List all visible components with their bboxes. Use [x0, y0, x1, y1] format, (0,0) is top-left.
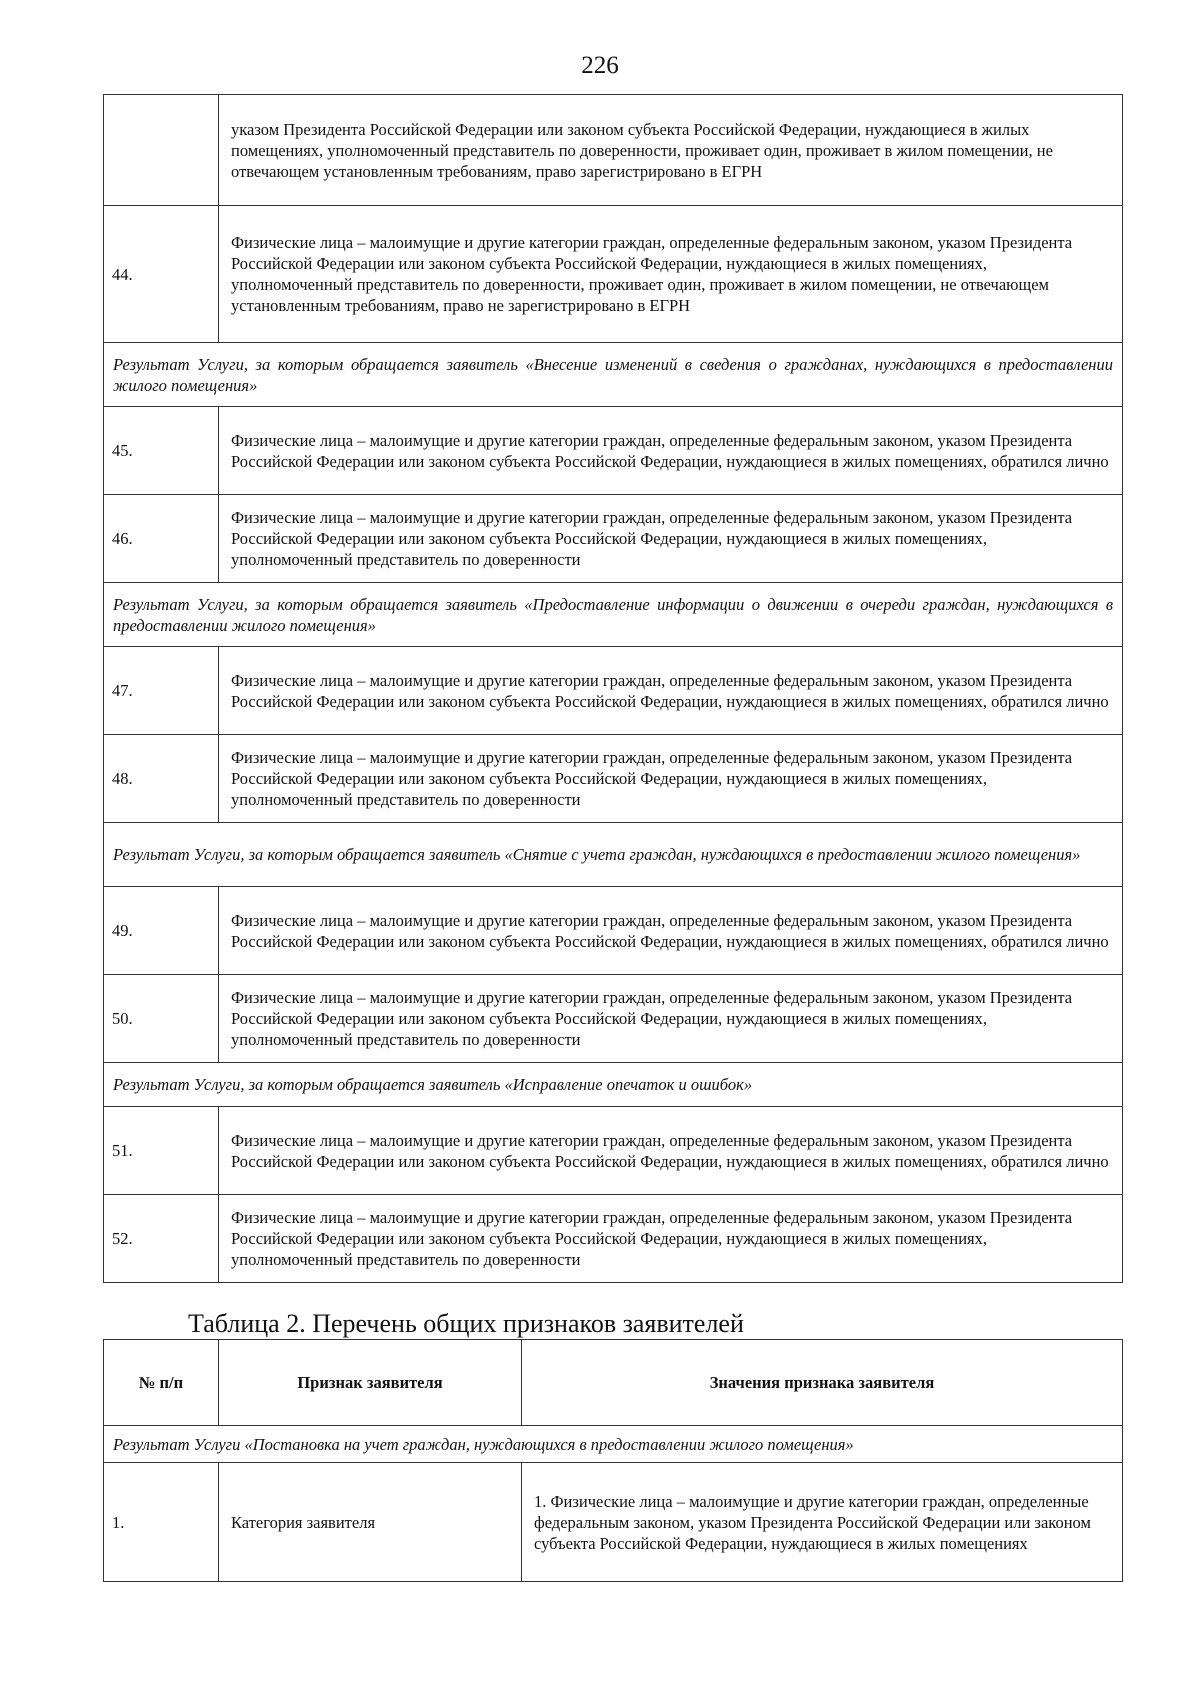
section-row — [104, 823, 1123, 887]
table-row — [104, 407, 1123, 495]
row-description: указом Президента Российской Федерации или законом субъекта Российской Федерации, нуждающиеся в жилых помещениях, уполномоченный представитель по доверенности, проживает один, проживает в жилом помещении, не отвечающем установленным требованиям, право зарегистрировано в ЕГРН — [219, 95, 1123, 206]
table-row — [104, 206, 1123, 343]
table-row — [104, 647, 1123, 735]
row-description: Физические лица – малоимущие и другие категории граждан, определенные федеральным законом, указом Президента Российской Федерации или законом субъекта Российской Федерации, нуждающиеся в жилых помещениях, обратился лично — [219, 1107, 1123, 1195]
row-number: 51. — [104, 1107, 219, 1195]
row-number: 48. — [104, 735, 219, 823]
section-row — [104, 583, 1123, 647]
row-number: 45. — [104, 407, 219, 495]
section-heading: Результат Услуги, за которым обращается заявитель «Предоставление информации о движении в очереди граждан, нуждающихся в предоставлении жилого помещения» — [104, 583, 1123, 647]
table-row — [104, 1195, 1123, 1283]
applicant-variants-table — [103, 94, 1123, 1283]
column-header-values: Значения признака заявителя — [522, 1340, 1123, 1426]
row-description: Физические лица – малоимущие и другие категории граждан, определенные федеральным законом, указом Президента Российской Федерации или законом субъекта Российской Федерации, нуждающиеся в жилых помещениях, уполномоченный представитель по доверенности, проживает один, проживает в жилом помещении, не отвечающем установленным требованиям, право не зарегистрировано в ЕГРН — [219, 206, 1123, 343]
table-row — [104, 95, 1123, 206]
table-row — [104, 1463, 1123, 1582]
common-attributes-table — [103, 1339, 1123, 1582]
row-number: 47. — [104, 647, 219, 735]
row-description: Физические лица – малоимущие и другие категории граждан, определенные федеральным законом, указом Президента Российской Федерации или законом субъекта Российской Федерации, нуждающиеся в жилых помещениях, уполномоченный представитель по доверенности — [219, 735, 1123, 823]
section-heading: Результат Услуги, за которым обращается заявитель «Исправление опечаток и ошибок» — [104, 1063, 1123, 1107]
row-number: 52. — [104, 1195, 219, 1283]
table-row — [104, 975, 1123, 1063]
table-row — [104, 735, 1123, 823]
table-row — [104, 1107, 1123, 1195]
row-description: Физические лица – малоимущие и другие категории граждан, определенные федеральным законом, указом Президента Российской Федерации или законом субъекта Российской Федерации, нуждающиеся в жилых помещениях, обратился лично — [219, 647, 1123, 735]
attribute-name: Категория заявителя — [219, 1463, 522, 1582]
row-number: 44. — [104, 206, 219, 343]
row-description: Физические лица – малоимущие и другие категории граждан, определенные федеральным законом, указом Президента Российской Федерации или законом субъекта Российской Федерации, нуждающиеся в жилых помещениях, обратился лично — [219, 407, 1123, 495]
row-description: Физические лица – малоимущие и другие категории граждан, определенные федеральным законом, указом Президента Российской Федерации или законом субъекта Российской Федерации, нуждающиеся в жилых помещениях, уполномоченный представитель по доверенности — [219, 975, 1123, 1063]
table-row — [104, 887, 1123, 975]
section-heading: Результат Услуги «Постановка на учет граждан, нуждающихся в предоставлении жилого помещения» — [104, 1426, 1123, 1463]
row-description: Физические лица – малоимущие и другие категории граждан, определенные федеральным законом, указом Президента Российской Федерации или законом субъекта Российской Федерации, нуждающиеся в жилых помещениях, обратился лично — [219, 887, 1123, 975]
row-number — [104, 95, 219, 206]
page-number: 226 — [581, 52, 619, 79]
table-header-row — [104, 1340, 1123, 1426]
section-heading: Результат Услуги, за которым обращается заявитель «Снятие с учета граждан, нуждающихся в предоставлении жилого помещения» — [104, 823, 1123, 887]
row-description: Физические лица – малоимущие и другие категории граждан, определенные федеральным законом, указом Президента Российской Федерации или законом субъекта Российской Федерации, нуждающиеся в жилых помещениях, уполномоченный представитель по доверенности — [219, 495, 1123, 583]
row-number: 46. — [104, 495, 219, 583]
row-number: 49. — [104, 887, 219, 975]
section-row — [104, 1063, 1123, 1107]
column-header-attribute: Признак заявителя — [219, 1340, 522, 1426]
row-number: 1. — [104, 1463, 219, 1582]
attribute-value: 1. Физические лица – малоимущие и другие категории граждан, определенные федеральным законом, указом Президента Российской Федерации или законом субъекта Российской Федерации, нуждающиеся в жилых помещениях — [522, 1463, 1123, 1582]
section-row — [104, 1426, 1123, 1463]
section-heading: Результат Услуги, за которым обращается заявитель «Внесение изменений в сведения о гражданах, нуждающихся в предоставлении жилого помещения» — [104, 343, 1123, 407]
row-number: 50. — [104, 975, 219, 1063]
table-row — [104, 495, 1123, 583]
row-description: Физические лица – малоимущие и другие категории граждан, определенные федеральным законом, указом Президента Российской Федерации или законом субъекта Российской Федерации, нуждающиеся в жилых помещениях, уполномоченный представитель по доверенности — [219, 1195, 1123, 1283]
section-row — [104, 343, 1123, 407]
table-caption: Таблица 2. Перечень общих признаков заявителей — [188, 1309, 744, 1338]
column-header-number: № п/п — [104, 1340, 219, 1426]
